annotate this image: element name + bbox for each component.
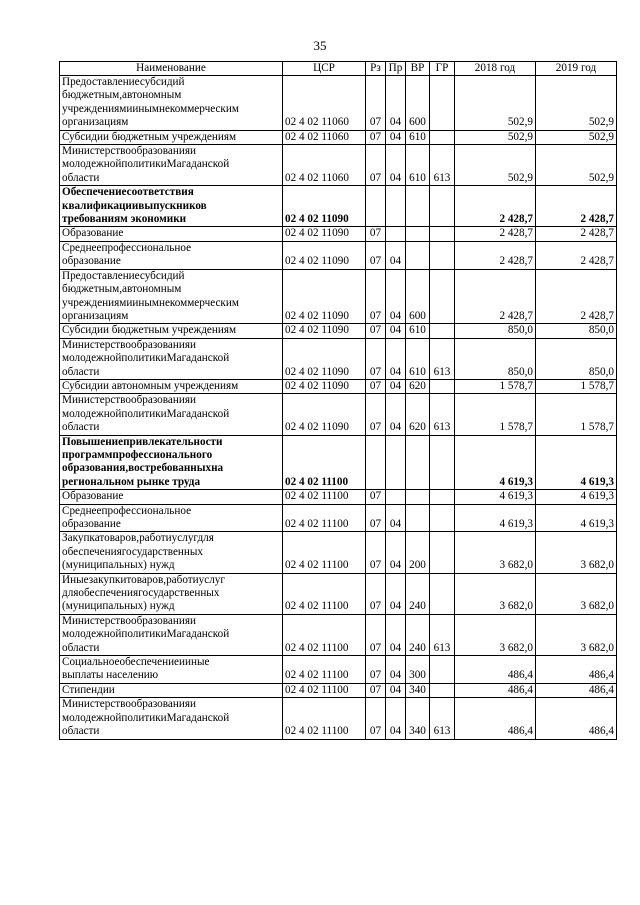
cell-csr: 02 4 02 11090 — [283, 186, 366, 227]
header-name: Наименование — [60, 62, 283, 76]
cell-name-line: дляобеспечениягосударственных — [62, 587, 220, 600]
cell-name-line: Закупкатоваров,работиуслугдля — [62, 532, 214, 545]
page-number: 35 — [313, 38, 327, 53]
cell-2018: 486,4 — [455, 698, 536, 739]
cell-name — [60, 435, 283, 490]
cell-csr: 02 4 02 11060 — [283, 145, 366, 186]
header-csr: ЦСР — [283, 62, 366, 76]
cell-gr — [430, 241, 455, 269]
cell-pr — [386, 227, 406, 241]
cell-rz: 07 — [366, 532, 386, 573]
cell-vr: 610 — [406, 324, 430, 338]
cell-rz: 07 — [366, 269, 386, 324]
cell-csr: 02 4 02 11100 — [283, 490, 366, 504]
cell-vr — [406, 504, 430, 532]
cell-rz: 07 — [366, 227, 386, 241]
cell-name-line: Среднеепрофессиональное — [62, 241, 192, 254]
cell-name-line: области — [62, 365, 100, 378]
table-row — [60, 76, 617, 131]
cell-name-line: программпрофессионального — [62, 448, 213, 461]
table-row — [60, 573, 617, 614]
cell-name-line: образования,востребованныхна — [62, 462, 224, 475]
cell-csr: 02 4 02 11090 — [283, 324, 366, 338]
cell-vr: 610 — [406, 338, 430, 379]
cell-2018: 3 682,0 — [455, 532, 536, 573]
cell-2018: 502,9 — [455, 145, 536, 186]
cell-rz: 07 — [366, 683, 386, 697]
cell-gr — [430, 269, 455, 324]
cell-pr: 04 — [386, 532, 406, 573]
cell-2019: 850,0 — [536, 338, 617, 379]
cell-csr: 02 4 02 11090 — [283, 379, 366, 393]
cell-vr: 620 — [406, 394, 430, 435]
cell-2019: 502,9 — [536, 145, 617, 186]
cell-2019: 3 682,0 — [536, 614, 617, 655]
cell-csr: 02 4 02 11100 — [283, 504, 366, 532]
cell-name — [60, 130, 283, 144]
cell-name-line: Обеспечениесоответствия — [62, 186, 194, 199]
cell-name — [60, 573, 283, 614]
cell-rz: 07 — [366, 324, 386, 338]
cell-name-line: образование — [62, 518, 121, 530]
cell-pr — [386, 186, 406, 227]
cell-2019: 1 578,7 — [536, 394, 617, 435]
cell-name — [60, 683, 283, 697]
cell-name-line: бюджетным,автономным — [62, 89, 182, 102]
cell-rz: 07 — [366, 573, 386, 614]
cell-gr — [430, 504, 455, 532]
table-row — [60, 145, 617, 186]
cell-pr — [386, 435, 406, 490]
cell-vr: 620 — [406, 379, 430, 393]
cell-name-line: молодежнойполитикиМагаданской — [62, 711, 230, 724]
cell-name-line: Иныезакупкитоваров,работиуслуг — [62, 573, 225, 586]
cell-vr: 600 — [406, 76, 430, 131]
cell-vr — [406, 435, 430, 490]
budget-table — [59, 61, 617, 740]
cell-gr — [430, 573, 455, 614]
cell-gr: 613 — [430, 338, 455, 379]
table-row — [60, 130, 617, 144]
table-body — [60, 76, 617, 740]
cell-2019: 4 619,3 — [536, 490, 617, 504]
cell-name — [60, 698, 283, 739]
cell-2018: 850,0 — [455, 338, 536, 379]
cell-pr: 04 — [386, 338, 406, 379]
cell-name-line: Субсидии бюджетным учреждениям — [62, 324, 237, 337]
cell-rz — [366, 435, 386, 490]
cell-name-line: организациям — [62, 116, 129, 129]
cell-2018: 502,9 — [455, 76, 536, 131]
table-row — [60, 656, 617, 684]
cell-name — [60, 324, 283, 338]
cell-vr — [406, 227, 430, 241]
cell-name — [60, 614, 283, 655]
cell-pr: 04 — [386, 698, 406, 739]
header-gr: ГР — [430, 62, 455, 76]
cell-2018: 486,4 — [455, 683, 536, 697]
cell-name-line: области — [62, 725, 100, 738]
cell-name — [60, 532, 283, 573]
cell-csr: 02 4 02 11090 — [283, 241, 366, 269]
cell-pr — [386, 490, 406, 504]
cell-vr: 600 — [406, 269, 430, 324]
cell-gr — [430, 379, 455, 393]
cell-name-line: региональном рынке труда — [62, 475, 201, 488]
cell-pr: 04 — [386, 614, 406, 655]
table-header-row — [60, 62, 617, 76]
cell-gr — [430, 683, 455, 697]
cell-pr: 04 — [386, 269, 406, 324]
cell-name-line: Министерствообразованияи — [62, 145, 196, 158]
cell-2019: 2 428,7 — [536, 269, 617, 324]
cell-pr: 04 — [386, 573, 406, 614]
cell-rz — [366, 186, 386, 227]
table-row — [60, 532, 617, 573]
cell-csr: 02 4 02 11090 — [283, 338, 366, 379]
header-vr: ВР — [406, 62, 430, 76]
cell-name-line: Стипендии — [62, 683, 115, 696]
cell-pr: 04 — [386, 504, 406, 532]
cell-rz: 07 — [366, 656, 386, 684]
cell-2019: 486,4 — [536, 656, 617, 684]
header-2019: 2019 год — [536, 62, 617, 76]
header-rz: Рз — [366, 62, 386, 76]
cell-vr — [406, 241, 430, 269]
cell-name-line: Среднеепрофессиональное — [62, 504, 192, 517]
cell-2018: 2 428,7 — [455, 241, 536, 269]
cell-name-line: Социальноеобеспечениеииные — [62, 656, 210, 669]
cell-2019: 3 682,0 — [536, 573, 617, 614]
cell-name-line: Повышениепривлекательности — [62, 435, 223, 448]
table-row — [60, 435, 617, 490]
cell-2018: 4 619,3 — [455, 490, 536, 504]
cell-name-line: бюджетным,автономным — [62, 283, 182, 296]
cell-name — [60, 379, 283, 393]
table-row — [60, 698, 617, 739]
cell-2019: 2 428,7 — [536, 241, 617, 269]
cell-2019: 486,4 — [536, 683, 617, 697]
header-2018: 2018 год — [455, 62, 536, 76]
cell-name-line: молодежнойполитикиМагаданской — [62, 628, 230, 641]
cell-name-line: организациям — [62, 309, 129, 322]
cell-name — [60, 656, 283, 684]
cell-gr — [430, 186, 455, 227]
cell-rz: 07 — [366, 338, 386, 379]
cell-2019: 4 619,3 — [536, 435, 617, 490]
cell-2019: 1 578,7 — [536, 379, 617, 393]
cell-2018: 2 428,7 — [455, 186, 536, 227]
cell-name — [60, 269, 283, 324]
table-row — [60, 241, 617, 269]
cell-2019: 850,0 — [536, 324, 617, 338]
cell-pr: 04 — [386, 683, 406, 697]
cell-rz: 07 — [366, 394, 386, 435]
cell-vr: 240 — [406, 573, 430, 614]
table-row — [60, 394, 617, 435]
table-row — [60, 490, 617, 504]
cell-name-line: молодежнойполитикиМагаданской — [62, 158, 230, 171]
cell-name-line: образование — [62, 255, 121, 268]
cell-name-line: Образование — [62, 490, 124, 503]
cell-name-line: требованиям экономики — [62, 213, 187, 226]
cell-name-line: выплаты населению — [62, 669, 159, 682]
cell-2019: 486,4 — [536, 698, 617, 739]
cell-csr: 02 4 02 11100 — [283, 435, 366, 490]
table-row — [60, 269, 617, 324]
cell-vr: 200 — [406, 532, 430, 573]
cell-gr: 613 — [430, 145, 455, 186]
cell-name-line: Предоставлениесубсидий — [62, 269, 185, 282]
cell-2018: 2 428,7 — [455, 269, 536, 324]
cell-2018: 1 578,7 — [455, 394, 536, 435]
cell-csr: 02 4 02 11100 — [283, 683, 366, 697]
cell-name-line: учреждениямиинымнекоммерческим — [62, 102, 239, 115]
cell-name-line: квалификациивыпускников — [62, 199, 207, 212]
cell-rz: 07 — [366, 145, 386, 186]
cell-pr: 04 — [386, 379, 406, 393]
cell-csr: 02 4 02 11060 — [283, 130, 366, 144]
cell-rz: 07 — [366, 76, 386, 131]
cell-name — [60, 186, 283, 227]
cell-vr: 610 — [406, 130, 430, 144]
cell-gr — [430, 490, 455, 504]
header-pr: Пр — [386, 62, 406, 76]
cell-name — [60, 241, 283, 269]
cell-csr: 02 4 02 11060 — [283, 76, 366, 131]
cell-2019: 502,9 — [536, 130, 617, 144]
cell-name — [60, 394, 283, 435]
cell-pr: 04 — [386, 76, 406, 131]
cell-2018: 486,4 — [455, 656, 536, 684]
cell-gr — [430, 656, 455, 684]
cell-vr — [406, 490, 430, 504]
cell-vr: 610 — [406, 145, 430, 186]
cell-csr: 02 4 02 11090 — [283, 269, 366, 324]
cell-gr: 613 — [430, 698, 455, 739]
cell-2018: 502,9 — [455, 130, 536, 144]
cell-pr: 04 — [386, 324, 406, 338]
cell-2018: 850,0 — [455, 324, 536, 338]
cell-rz: 07 — [366, 504, 386, 532]
cell-vr — [406, 186, 430, 227]
cell-csr: 02 4 02 11100 — [283, 614, 366, 655]
cell-name-line: молодежнойполитикиМагаданской — [62, 407, 230, 420]
cell-gr — [430, 130, 455, 144]
cell-2019: 4 619,3 — [536, 504, 617, 532]
cell-csr: 02 4 02 11100 — [283, 573, 366, 614]
cell-2019: 502,9 — [536, 76, 617, 131]
cell-name — [60, 76, 283, 131]
cell-name — [60, 490, 283, 504]
cell-name-line: молодежнойполитикиМагаданской — [62, 352, 230, 365]
cell-name-line: Субсидии бюджетным учреждениям — [62, 130, 237, 143]
cell-rz: 07 — [366, 614, 386, 655]
table-row — [60, 504, 617, 532]
table-row — [60, 186, 617, 227]
cell-gr — [430, 435, 455, 490]
table-row — [60, 614, 617, 655]
cell-name-line: Предоставлениесубсидий — [62, 76, 185, 88]
cell-name-line: Министерствообразованияи — [62, 338, 196, 351]
cell-name-line: (муниципальных) нужд — [62, 559, 175, 572]
cell-2018: 2 428,7 — [455, 227, 536, 241]
cell-2018: 4 619,3 — [455, 435, 536, 490]
cell-gr — [430, 532, 455, 573]
cell-2018: 4 619,3 — [455, 504, 536, 532]
cell-pr: 04 — [386, 130, 406, 144]
cell-name — [60, 145, 283, 186]
cell-rz: 07 — [366, 698, 386, 739]
cell-pr: 04 — [386, 145, 406, 186]
cell-name-line: Министерствообразованияи — [62, 614, 196, 627]
cell-vr: 240 — [406, 614, 430, 655]
cell-name-line: обеспечениягосударственных — [62, 545, 203, 558]
cell-pr: 04 — [386, 394, 406, 435]
cell-name-line: области — [62, 421, 100, 434]
cell-name — [60, 504, 283, 532]
cell-vr: 340 — [406, 698, 430, 739]
cell-vr: 300 — [406, 656, 430, 684]
cell-pr: 04 — [386, 656, 406, 684]
cell-name-line: области — [62, 641, 100, 654]
cell-csr: 02 4 02 11100 — [283, 656, 366, 684]
cell-rz: 07 — [366, 490, 386, 504]
cell-rz: 07 — [366, 379, 386, 393]
cell-name-line: Министерствообразованияи — [62, 698, 196, 711]
cell-2018: 1 578,7 — [455, 379, 536, 393]
table-row — [60, 379, 617, 393]
cell-name-line: Образование — [62, 227, 124, 240]
cell-name-line: (муниципальных) нужд — [62, 600, 175, 613]
cell-name — [60, 227, 283, 241]
cell-2019: 3 682,0 — [536, 532, 617, 573]
table-row — [60, 683, 617, 697]
table-row — [60, 338, 617, 379]
cell-2019: 2 428,7 — [536, 227, 617, 241]
table-row — [60, 324, 617, 338]
cell-gr: 613 — [430, 614, 455, 655]
table-row — [60, 227, 617, 241]
cell-csr: 02 4 02 11100 — [283, 698, 366, 739]
cell-name-line: Субсидии автономным учреждениям — [62, 379, 239, 392]
cell-2018: 3 682,0 — [455, 614, 536, 655]
cell-pr: 04 — [386, 241, 406, 269]
cell-2018: 3 682,0 — [455, 573, 536, 614]
cell-rz: 07 — [366, 241, 386, 269]
cell-name-line: области — [62, 171, 100, 184]
cell-gr — [430, 76, 455, 131]
cell-name — [60, 338, 283, 379]
cell-csr: 02 4 02 11090 — [283, 394, 366, 435]
cell-name-line: учреждениямиинымнекоммерческим — [62, 296, 239, 309]
cell-gr: 613 — [430, 394, 455, 435]
cell-csr: 02 4 02 11090 — [283, 227, 366, 241]
cell-2019: 2 428,7 — [536, 186, 617, 227]
cell-rz: 07 — [366, 130, 386, 144]
cell-gr — [430, 324, 455, 338]
cell-gr — [430, 227, 455, 241]
cell-name-line: Министерствообразованияи — [62, 394, 196, 407]
cell-vr: 340 — [406, 683, 430, 697]
cell-csr: 02 4 02 11100 — [283, 532, 366, 573]
